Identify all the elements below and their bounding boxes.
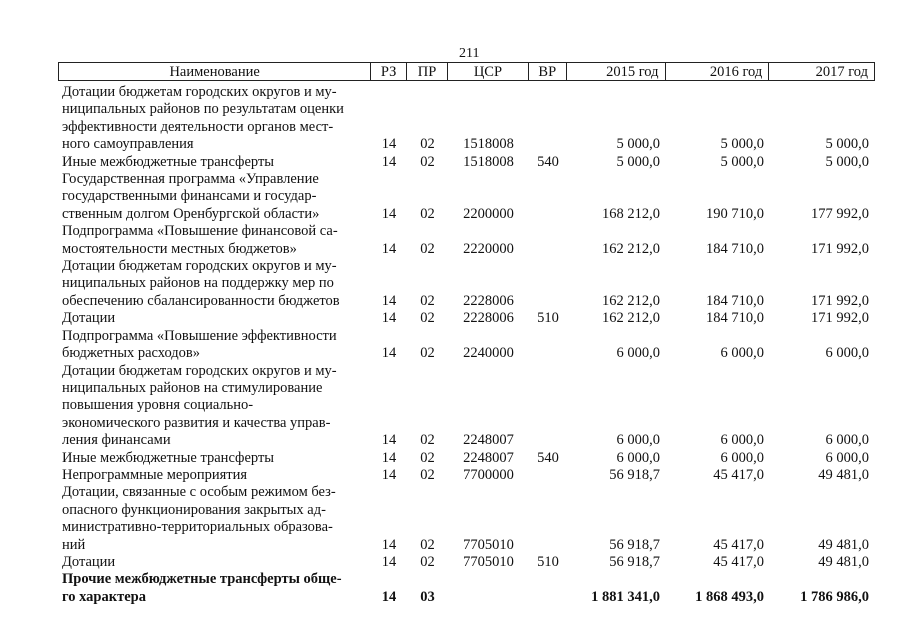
row-name-line: Дотации, связанные с особым режимом без- — [62, 484, 336, 501]
cell-2015: 6 000,0 — [616, 345, 660, 362]
row-name-line: мостоятельности местных бюджетов» — [62, 240, 297, 257]
cell-2017: 177 992,0 — [811, 205, 869, 222]
row-name-line: Дотации — [62, 553, 116, 570]
row-name-line: Непрограммные мероприятия — [62, 466, 248, 483]
cell-2017: 6 000,0 — [825, 449, 869, 466]
cell-2015: 162 212,0 — [602, 240, 660, 257]
cell-vr: 540 — [537, 449, 559, 466]
header-rz: РЗ — [371, 63, 407, 80]
cell-2015: 5 000,0 — [616, 153, 660, 170]
row-name-line: Иные межбюджетные трансферты — [62, 153, 275, 170]
cell-pr: 02 — [420, 345, 435, 362]
row-name — [58, 223, 371, 258]
row-name — [58, 484, 371, 554]
cell-2016: 190 710,0 — [706, 205, 764, 222]
row-name-line: Подпрограмма «Повышение финансовой са- — [62, 223, 338, 240]
cell-2015: 5 000,0 — [616, 136, 660, 153]
cell-rz: 14 — [381, 432, 397, 449]
cell-2016: 45 417,0 — [713, 553, 764, 570]
row-name-line: государственными финансами и государ- — [62, 188, 317, 205]
row-name-line: обеспечению сбалансированности бюджетов — [62, 292, 340, 309]
cell-csr: 2240000 — [463, 345, 514, 362]
row-name-line: ного самоуправления — [62, 136, 194, 153]
cell-2016: 5 000,0 — [720, 136, 764, 153]
cell-rz: 14 — [381, 136, 397, 153]
header-name: Наименование — [59, 63, 371, 80]
cell-2015: 56 918,7 — [609, 553, 660, 570]
row-name — [58, 363, 371, 450]
cell-pr: 02 — [420, 536, 435, 553]
cell-pr: 02 — [420, 153, 435, 170]
cell-csr: 2248007 — [463, 449, 514, 466]
row-name — [58, 84, 371, 154]
table-row — [58, 554, 875, 571]
row-name-line: ления финансами — [62, 432, 171, 449]
table-row — [58, 467, 875, 484]
cell-2017: 171 992,0 — [811, 240, 869, 257]
row-name-line: го характера — [62, 588, 146, 605]
cell-2017: 49 481,0 — [818, 536, 869, 553]
cell-csr: 7705010 — [463, 536, 514, 553]
cell-2016: 6 000,0 — [720, 449, 764, 466]
header-pr: ПР — [407, 63, 448, 80]
cell-csr: 2228006 — [463, 310, 514, 327]
cell-2016: 184 710,0 — [706, 240, 764, 257]
table-header — [58, 62, 875, 81]
cell-csr: 7700000 — [463, 466, 514, 483]
row-name-line: Дотации — [62, 310, 116, 327]
row-name-line: Государственная программа «Управление — [62, 171, 319, 188]
cell-2016: 45 417,0 — [713, 466, 764, 483]
table-body — [58, 84, 875, 606]
cell-2017: 171 992,0 — [811, 310, 869, 327]
row-name-line: Прочие межбюджетные трансферты обще- — [62, 571, 342, 588]
table-row — [58, 310, 875, 327]
cell-pr: 02 — [420, 240, 435, 257]
cell-2015: 168 212,0 — [602, 205, 660, 222]
cell-2017: 1 786 986,0 — [800, 588, 869, 605]
row-name — [58, 154, 371, 171]
cell-rz: 14 — [381, 345, 397, 362]
table-row — [58, 154, 875, 171]
row-name-line: ниципальных районов по результатам оценки — [62, 101, 344, 118]
cell-2015: 56 918,7 — [609, 466, 660, 483]
cell-vr: 510 — [537, 310, 559, 327]
row-name-line: Подпрограмма «Повышение эффективности — [62, 327, 337, 344]
table-row — [58, 223, 875, 258]
row-name-line: ниципальных районов на стимулирование — [62, 379, 323, 396]
cell-csr: 2200000 — [463, 205, 514, 222]
row-name-line: Дотации бюджетам городских округов и му- — [62, 84, 337, 100]
header-vr: ВР — [529, 63, 567, 80]
table-row — [58, 484, 875, 554]
cell-rz: 14 — [381, 310, 397, 327]
row-name-line: повышения уровня социально- — [62, 397, 254, 414]
cell-csr: 2248007 — [463, 432, 514, 449]
cell-2015: 162 212,0 — [602, 310, 660, 327]
cell-2016: 6 000,0 — [720, 345, 764, 362]
cell-2015: 56 918,7 — [609, 536, 660, 553]
row-name — [58, 450, 371, 467]
cell-2017: 49 481,0 — [818, 553, 869, 570]
cell-pr: 03 — [420, 588, 435, 605]
row-name-line: ниципальных районов на поддержку мер по — [62, 275, 334, 292]
row-name — [58, 258, 371, 310]
cell-2016: 45 417,0 — [713, 536, 764, 553]
cell-2017: 171 992,0 — [811, 292, 869, 309]
cell-2015: 6 000,0 — [616, 449, 660, 466]
cell-2017: 49 481,0 — [818, 466, 869, 483]
row-name-line: Дотации бюджетам городских округов и му- — [62, 258, 337, 275]
cell-2016: 1 868 493,0 — [695, 588, 764, 605]
cell-rz: 14 — [381, 449, 397, 466]
cell-vr: 510 — [537, 553, 559, 570]
row-name-line: ственным долгом Оренбургской области» — [62, 205, 320, 222]
header-2017: 2017 год — [815, 64, 868, 80]
cell-2015: 162 212,0 — [602, 292, 660, 309]
cell-2017: 6 000,0 — [825, 432, 869, 449]
row-name — [58, 171, 371, 223]
cell-rz: 14 — [381, 292, 397, 309]
table-row — [58, 258, 875, 310]
table-row — [58, 84, 875, 154]
cell-pr: 02 — [420, 553, 435, 570]
page-number: 211 — [459, 46, 480, 61]
cell-pr: 02 — [420, 310, 435, 327]
cell-rz: 14 — [381, 205, 397, 222]
row-name-line: Дотации бюджетам городских округов и му- — [62, 362, 337, 379]
row-name — [58, 328, 371, 363]
cell-2015: 1 881 341,0 — [591, 588, 660, 605]
table-row — [58, 450, 875, 467]
cell-2016: 5 000,0 — [720, 153, 764, 170]
cell-pr: 02 — [420, 292, 435, 309]
cell-rz: 14 — [381, 240, 397, 257]
cell-csr: 1518008 — [463, 153, 514, 170]
cell-pr: 02 — [420, 205, 435, 222]
cell-2016: 184 710,0 — [706, 310, 764, 327]
cell-2017: 5 000,0 — [825, 136, 869, 153]
cell-rz: 14 — [381, 153, 397, 170]
cell-rz: 14 — [381, 536, 397, 553]
header-csr: ЦСР — [448, 63, 529, 80]
row-name — [58, 571, 371, 606]
row-name-line: Иные межбюджетные трансферты — [62, 449, 275, 466]
cell-rz: 14 — [381, 553, 397, 570]
header-2016: 2016 год — [666, 63, 770, 80]
cell-csr: 1518008 — [463, 136, 514, 153]
table-row — [58, 171, 875, 223]
cell-pr: 02 — [420, 136, 435, 153]
cell-rz: 14 — [381, 588, 397, 605]
row-name — [58, 310, 371, 327]
row-name-line: ний — [62, 536, 86, 553]
cell-csr: 2220000 — [463, 240, 514, 257]
cell-csr: 2228006 — [463, 292, 514, 309]
header-2015: 2015 год — [567, 63, 666, 80]
cell-2016: 6 000,0 — [720, 432, 764, 449]
row-name-line: министративно-территориальных образова- — [62, 519, 333, 536]
table-row — [58, 363, 875, 450]
cell-2015: 6 000,0 — [616, 432, 660, 449]
row-name — [58, 467, 371, 484]
row-name-line: бюджетных расходов» — [62, 345, 201, 362]
table-row — [58, 571, 875, 606]
cell-pr: 02 — [420, 432, 435, 449]
cell-2017: 6 000,0 — [825, 345, 869, 362]
cell-2017: 5 000,0 — [825, 153, 869, 170]
cell-2016: 184 710,0 — [706, 292, 764, 309]
cell-csr: 7705010 — [463, 553, 514, 570]
row-name-line: опасного функционирования закрытых ад- — [62, 501, 326, 518]
cell-vr: 540 — [537, 153, 559, 170]
cell-pr: 02 — [420, 449, 435, 466]
cell-rz: 14 — [381, 466, 397, 483]
table-row — [58, 328, 875, 363]
row-name-line: эффективности деятельности органов мест- — [62, 118, 334, 135]
row-name-line: экономического развития и качества управ- — [62, 414, 331, 431]
row-name — [58, 554, 371, 571]
cell-pr: 02 — [420, 466, 435, 483]
